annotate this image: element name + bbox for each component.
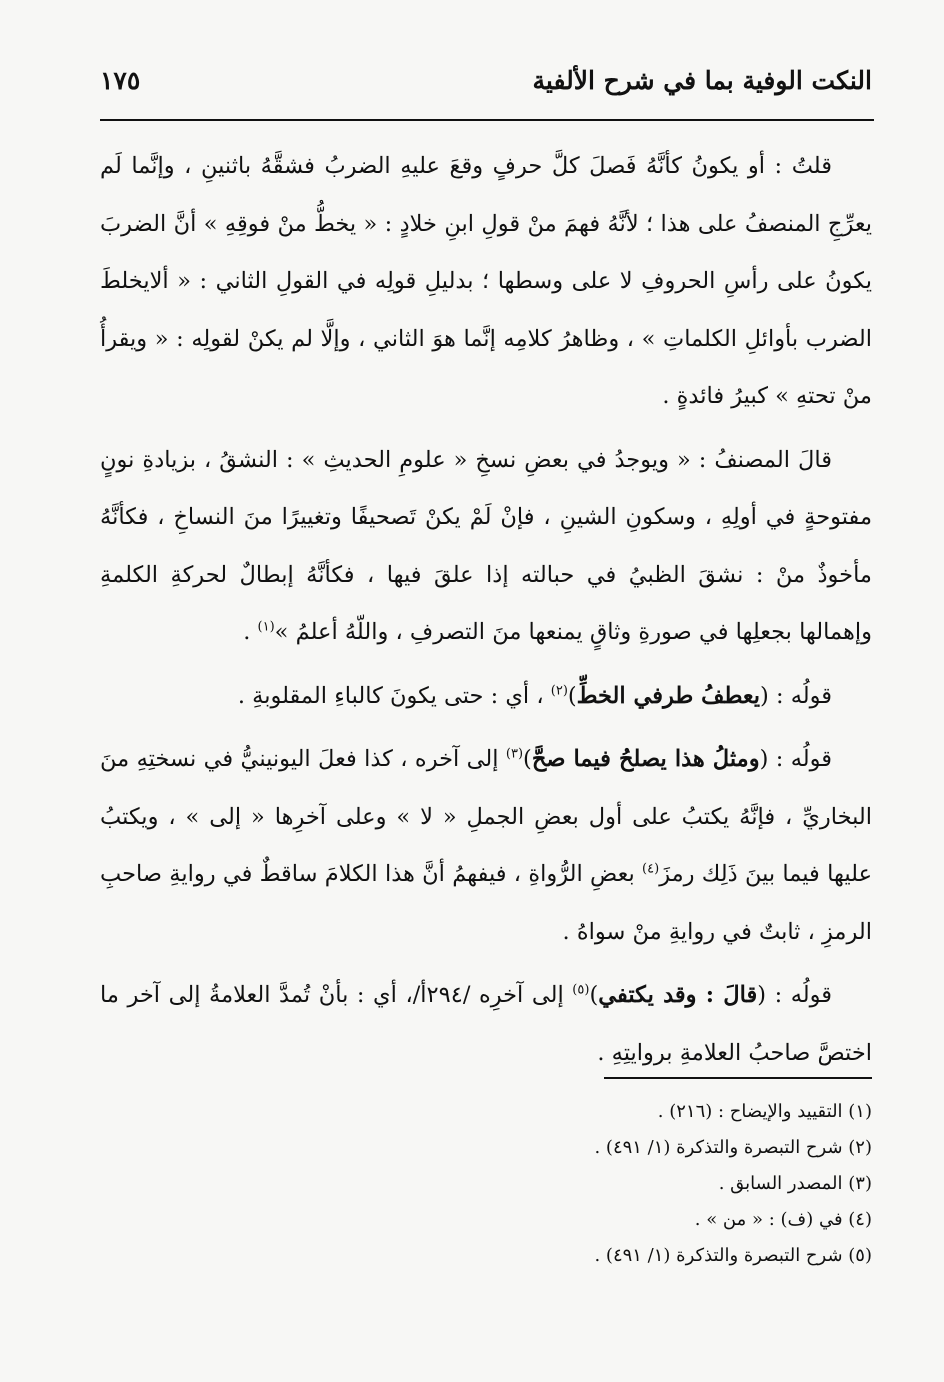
paragraph-2-text: قالَ المصنفُ : « ويوجدُ في بعضِ نسخِ « علومِ الحديثِ » : النشقُ ، بزيادةِ نونٍ مفتوحةٍ في أولِهِ ، وسكونِ الشينِ ، فإنْ لَمْ يكنْ تَصحيفًا وتغييرًا منَ النساخِ ، فكأنَّهُ مأخوذٌ منْ : نشقَ الظبيُ في حبالته إذا علقَ فيها ، فكأنَّهُ إبطالٌ لحركةِ الكلمةِ وإهمالها بجعلِها في صورةِ وثاقٍ يمنعها منَ التصرفِ ، واللّهُ أعلمُ » (100, 446, 872, 645)
footnote-ref-1[interactable]: (١) (257, 619, 275, 635)
paragraph-1-text: قلتُ : أو يكونُ كأنَّهُ فَصلَ كلَّ حرفٍ وقعَ عليهِ الضربُ فشقَّهُ باثنينِ ، وإنَّما لَم يعرِّجِ المنصفُ على هذا ؛ لأنَّهُ فهمَ منْ قولِ ابنِ خلادٍ : « يخطُّ منْ فوقِهِ » أنَّ الضربَ يكونُ على رأسِ الحروفِ لا على وسطها ؛ بدليلِ قولِه في القولِ الثاني : « ألايخلطَ الضرب بأوائلِ الكلماتِ » ، وظاهرُ كلامِه إنَّما هوَ الثاني ، وإلَّا لم يكنْ لقولِه : « ويقرأُ منْ تحتهِ » كبيرُ فائدةٍ . (100, 153, 872, 409)
footnotes (100, 1094, 872, 1274)
paragraph-4 (100, 731, 872, 961)
page-number: ١٧٥ (100, 66, 141, 95)
footnote-1: (١) التقييد والإيضاح : (٢١٦) . (657, 1101, 872, 1122)
paragraph-1 (100, 138, 872, 426)
paragraph-2-end: . (243, 619, 251, 645)
footnote-ref-4[interactable]: (٤) (642, 861, 660, 877)
paragraph-4-lead: قولُه : ( (759, 746, 832, 772)
running-header (100, 62, 872, 118)
running-title: النكت الوفية بما في شرح الألفية (532, 66, 872, 95)
footnote-ref-2[interactable]: (٢) (550, 683, 568, 698)
paragraph-3-rest: ، أي : حتى يكونَ كالباءِ المقلوبةِ . (237, 682, 544, 709)
paragraph-2 (100, 432, 872, 662)
paragraph-3 (100, 668, 872, 726)
paragraph-4-text: إلى آخره ، كذا فعلَ اليونينيُّ في نسختِهِ منَ البخاريِّ ، فإنَّهُ يكتبُ على أول بعضِ الجملِ « لا » وعلى آخرِها « إلى » ، ويكتبُ عليها فيما بينَ ذَلِك رمزَ (100, 746, 872, 887)
footnote-ref-5[interactable]: (٥) (572, 982, 590, 998)
header-rule (100, 119, 874, 121)
footnote-ref-3[interactable]: (٣) (505, 746, 524, 762)
paragraph-3-close: ) (567, 682, 577, 709)
main-text (100, 138, 872, 1082)
footnote-4: (٤) في (ف) : « من » . (694, 1209, 872, 1230)
paragraph-4-quote: ومثلُ هذا يصلحُ فيما صحَّ (531, 746, 760, 772)
paragraph-5-quote: قالَ : وقد يكتفي (598, 982, 758, 1008)
footnote-3: (٣) المصدر السابق . (718, 1173, 872, 1194)
paragraph-3-lead: قولُه : ( (760, 682, 832, 709)
paragraph-5-rest: إلى آخرِه /٢٩٤أ/، أي : بأنْ تُمدَّ العلامةُ إلى آخر ما اختصَّ صاحبُ العلامةِ بروايتِهِ . (100, 982, 872, 1066)
paragraph-5 (100, 967, 872, 1082)
paragraph-5-lead: قولُه : ( (757, 982, 832, 1008)
paragraph-4-close: ) (523, 746, 532, 772)
footnote-rule (604, 1077, 872, 1079)
footnote-5: (٥) شرح التبصرة والتذكرة (١/ ٤٩١) . (594, 1245, 872, 1266)
paragraph-4-text-end: بعضِ الرُّواةِ ، فيفهمُ أنَّ هذا الكلامَ ساقطٌ في روايةِ صاحبِ الرمزِ ، ثابتٌ في روايةِ منْ سواهُ . (100, 861, 872, 945)
paragraph-5-close: ) (589, 982, 599, 1008)
footnote-2: (٢) شرح التبصرة والتذكرة (١/ ٤٩١) . (594, 1137, 872, 1158)
paragraph-3-quote: يعطفُ طرفي الخطِّ (576, 682, 761, 709)
